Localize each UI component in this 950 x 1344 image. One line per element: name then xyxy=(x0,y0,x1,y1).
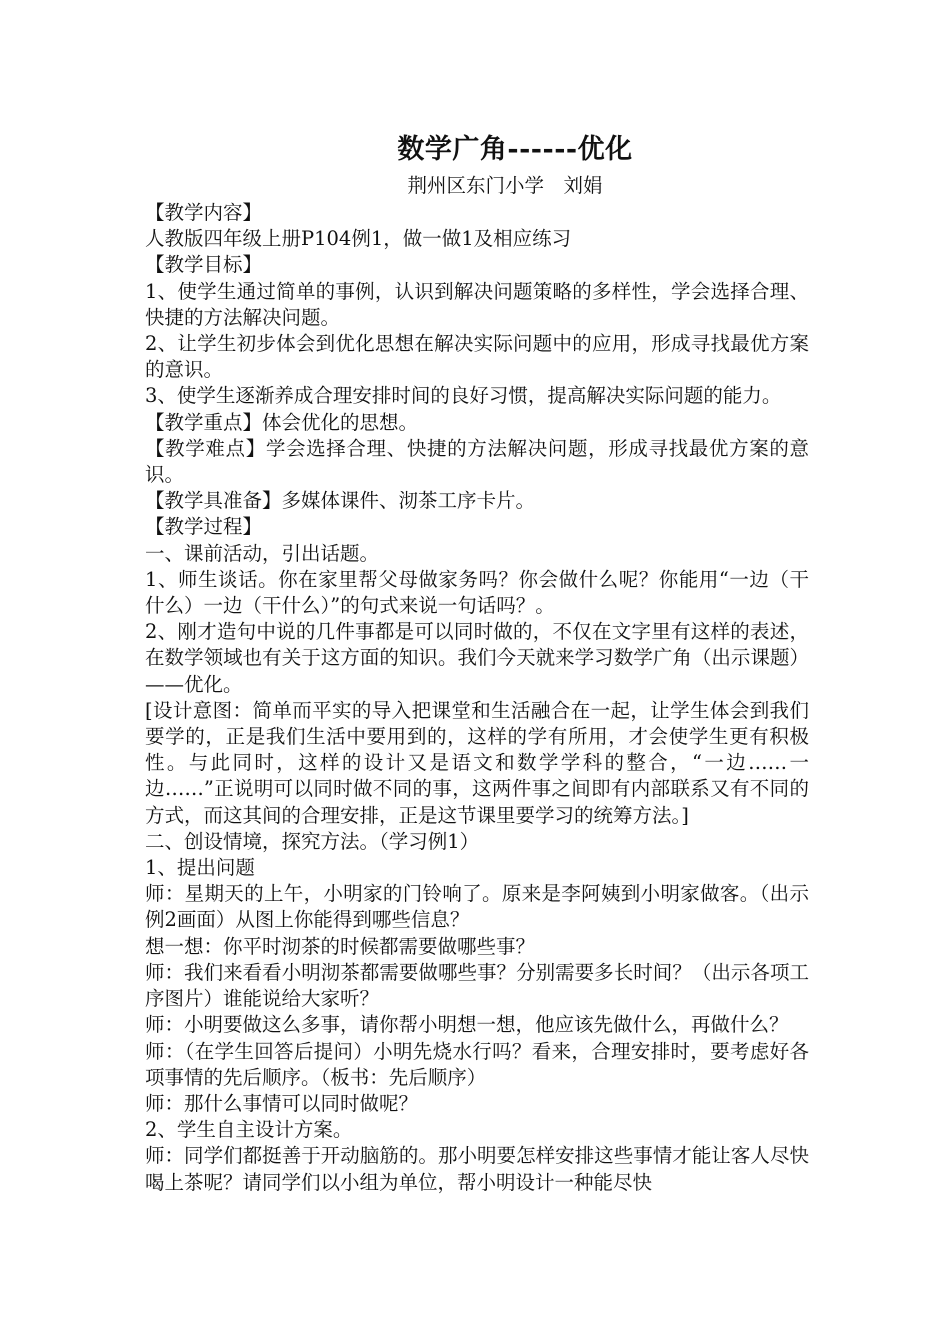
step-1-item-1: 1、师生谈话。你在家里帮父母做家务吗？你会做什么呢？你能用“一边（干什么）一边（干什么）”的句式来说一句话吗？。 xyxy=(145,567,809,618)
goal-1: 1、使学生通过简单的事例，认识到解决问题策略的多样性，学会选择合理、快捷的方法解决问题。 xyxy=(145,279,809,329)
difficult-point: 【教学难点】学会选择合理、快捷的方法解决问题，形成寻找最优方案的意识。 xyxy=(145,436,809,487)
author-line: 荆州区东门小学 刘娟 xyxy=(407,174,603,197)
materials: 【教学具准备】多媒体课件、沏茶工序卡片。 xyxy=(145,489,536,513)
step-2-item-1: 1、提出问题 xyxy=(145,856,255,880)
goal-3: 3、使学生逐渐养成合理安排时间的良好习惯，提高解决实际问题的能力。 xyxy=(145,384,782,408)
step-heading-1: 一、课前活动，引出话题。 xyxy=(145,541,380,565)
goal-2: 2、让学生初步体会到优化思想在解决实际问题中的应用，形成寻找最优方案的意识。 xyxy=(145,332,809,382)
section-heading-content: 【教学内容】 xyxy=(145,201,263,224)
document-body xyxy=(145,200,809,1196)
teacher-line: 师：（在学生回答后提问）小明先烧水行吗？看来，合理安排时，要考虑好各项事情的先后顺序。（板书：先后顺序） xyxy=(145,1039,809,1089)
teacher-line: 师：那什么事情可以同时做呢？ xyxy=(145,1091,419,1115)
teacher-line: 师：小明要做这么多事，请你帮小明想一想，他应该先做什么，再做什么？ xyxy=(145,1013,789,1037)
teacher-line: 师：星期天的上午，小明家的门铃响了。原来是李阿姨到小明家做客。（出示例2画面）从图上你能得到哪些信息？ xyxy=(145,882,809,932)
step-1-item-2: 2、刚才造句中说的几件事都是可以同时做的，不仅在文字里有这样的表述，在数学领域也有关于这方面的知识。我们今天就来学习数学广角（出示课题）——优化。 xyxy=(145,620,809,696)
think-line: 想一想：你平时沏茶的时候都需要做哪些事？ xyxy=(145,934,536,958)
teacher-line: 师：我们来看看小明沏茶都需要做哪些事？分别需要多长时间？（出示各项工序图片）谁能说给大家听？ xyxy=(145,960,809,1011)
section-heading-goals: 【教学目标】 xyxy=(145,253,263,277)
content-text: 人教版四年级上册P104例1，做一做1及相应练习 xyxy=(145,227,572,251)
step-heading-2: 二、创设情境，探究方法。（学习例1） xyxy=(145,829,480,853)
section-heading-process: 【教学过程】 xyxy=(145,515,263,539)
teacher-line: 师：同学们都挺善于开动脑筋的。那小明要怎样安排这些事情才能让客人尽快喝上茶呢？请同学们以小组为单位，帮小明设计一种能尽快 xyxy=(145,1144,809,1194)
document-title: 数学广角------优化 xyxy=(397,134,633,165)
key-point: 【教学重点】体会优化的思想。 xyxy=(145,410,419,434)
design-intent: [设计意图：简单而平实的导入把课堂和生活融合在一起，让学生体会到我们要学的，正是我们生活中要用到的，这样的学有所用，才会使学生更有积极性。与此同时，这样的设计又是语文和数学学科的整合，“一边……一边……”正说明可以同时做不同的事，这两件事之间即有内部联系又有不同的方式，而这其间的合理安排，正是这节课里要学习的统筹方法。] xyxy=(145,698,809,827)
step-2-item-2: 2、学生自主设计方案。 xyxy=(145,1118,353,1142)
